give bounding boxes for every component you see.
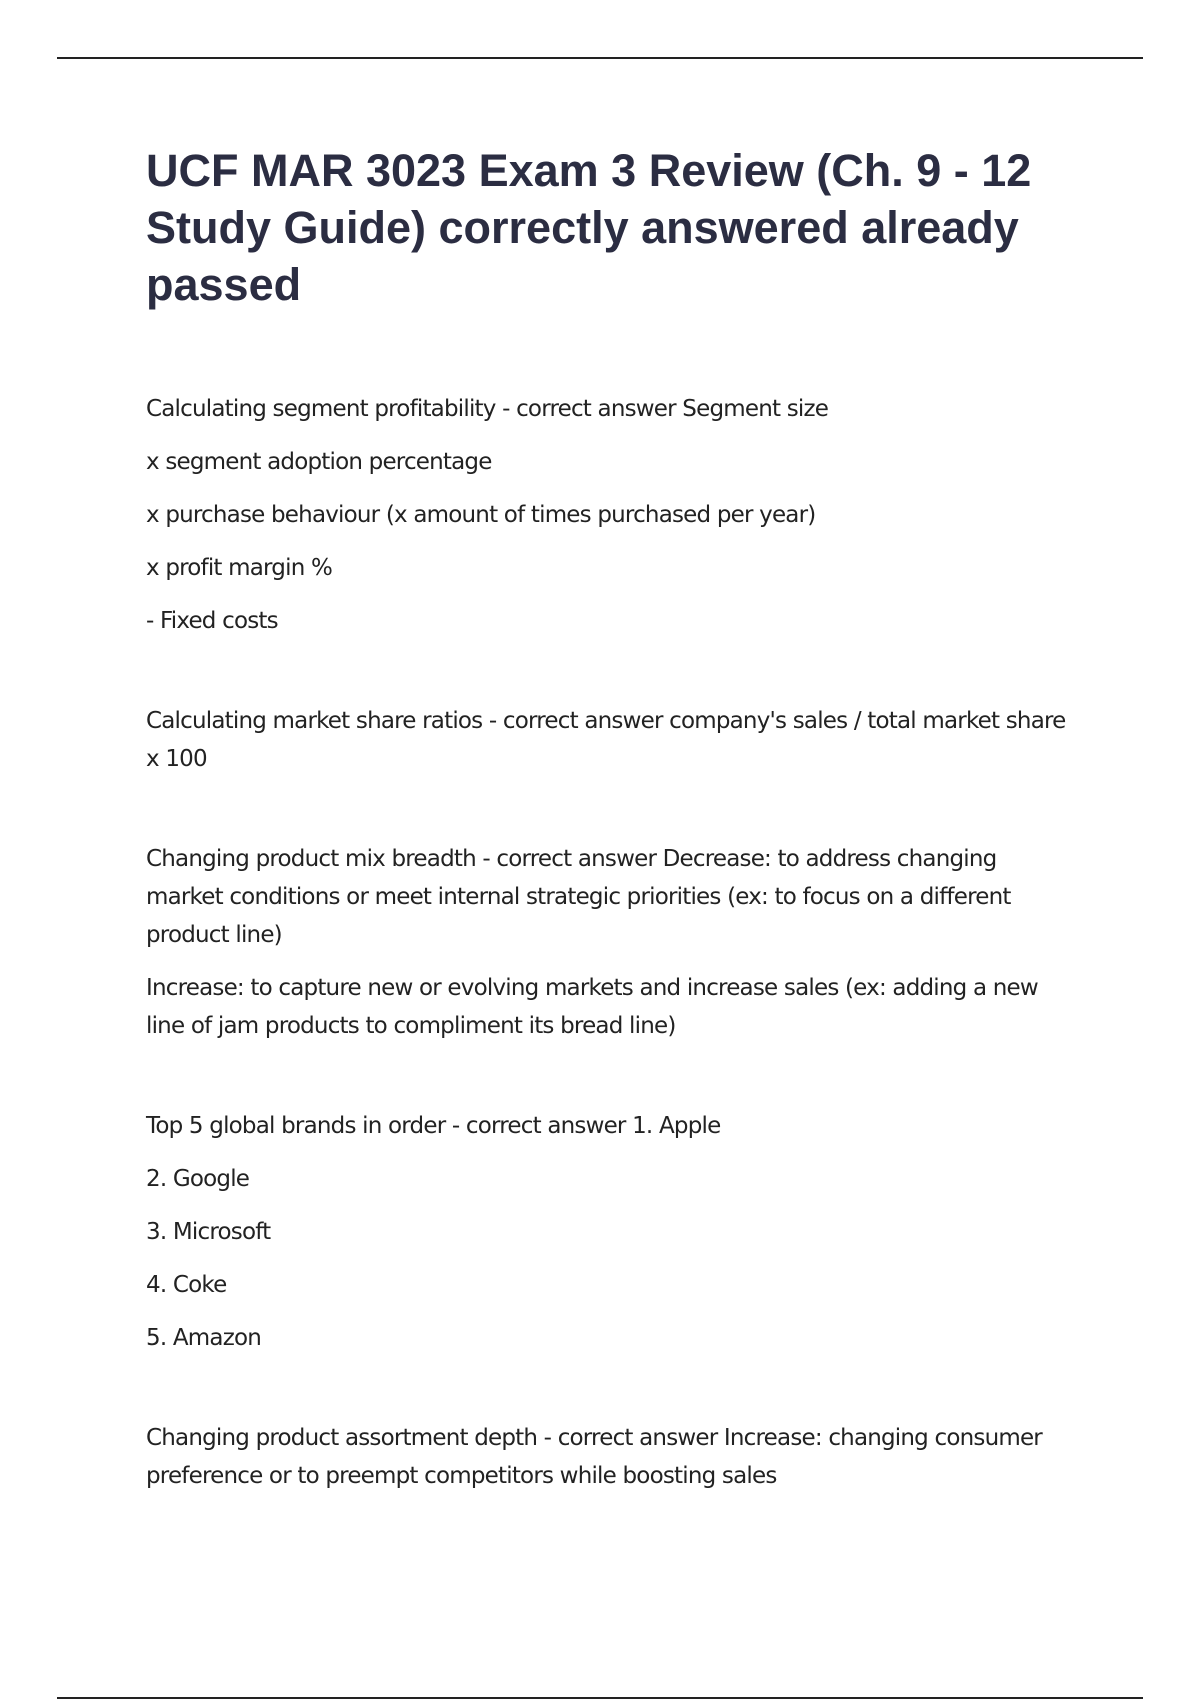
qa-line: - Fixed costs xyxy=(146,608,278,634)
qa-line: Increase: to capture new or evolving markets and increase sales (ex: adding a new line of jam products to compliment its bread line) xyxy=(146,975,1038,1039)
qa-product-assortment-depth xyxy=(146,1419,1066,1495)
qa-line: Calculating market share ratios - correct answer company's sales / total market share x 100 xyxy=(146,708,1066,772)
top-rule xyxy=(57,57,1143,59)
qa-line: Calculating segment profitability - correct answer Segment size xyxy=(146,396,829,422)
qa-line: 2. Google xyxy=(146,1166,250,1192)
qa-segment-profitability xyxy=(146,390,1066,640)
qa-product-mix-breadth xyxy=(146,840,1066,1045)
document-title: UCF MAR 3023 Exam 3 Review (Ch. 9 - 12 Study Guide) correctly answered already passed xyxy=(146,145,1032,310)
qa-line: x segment adoption percentage xyxy=(146,449,492,475)
qa-list xyxy=(146,390,1066,1495)
qa-line: 3. Microsoft xyxy=(146,1219,271,1245)
bottom-rule xyxy=(57,1697,1143,1699)
qa-line: x purchase behaviour (x amount of times purchased per year) xyxy=(146,502,816,528)
qa-line: Changing product assortment depth - correct answer Increase: changing consumer preference or to preempt competitors while boosting sales xyxy=(146,1425,1042,1489)
qa-market-share-ratios xyxy=(146,702,1066,778)
qa-line: 4. Coke xyxy=(146,1272,227,1298)
qa-line: Changing product mix breadth - correct answer Decrease: to address changing market conditions or meet internal strategic priorities (ex: to focus on a different product line) xyxy=(146,846,1011,948)
qa-line: 5. Amazon xyxy=(146,1325,262,1351)
qa-top-global-brands xyxy=(146,1107,1066,1357)
qa-line: x profit margin % xyxy=(146,555,333,581)
document-body xyxy=(146,142,1066,1510)
qa-line: Top 5 global brands in order - correct answer 1. Apple xyxy=(146,1113,721,1139)
